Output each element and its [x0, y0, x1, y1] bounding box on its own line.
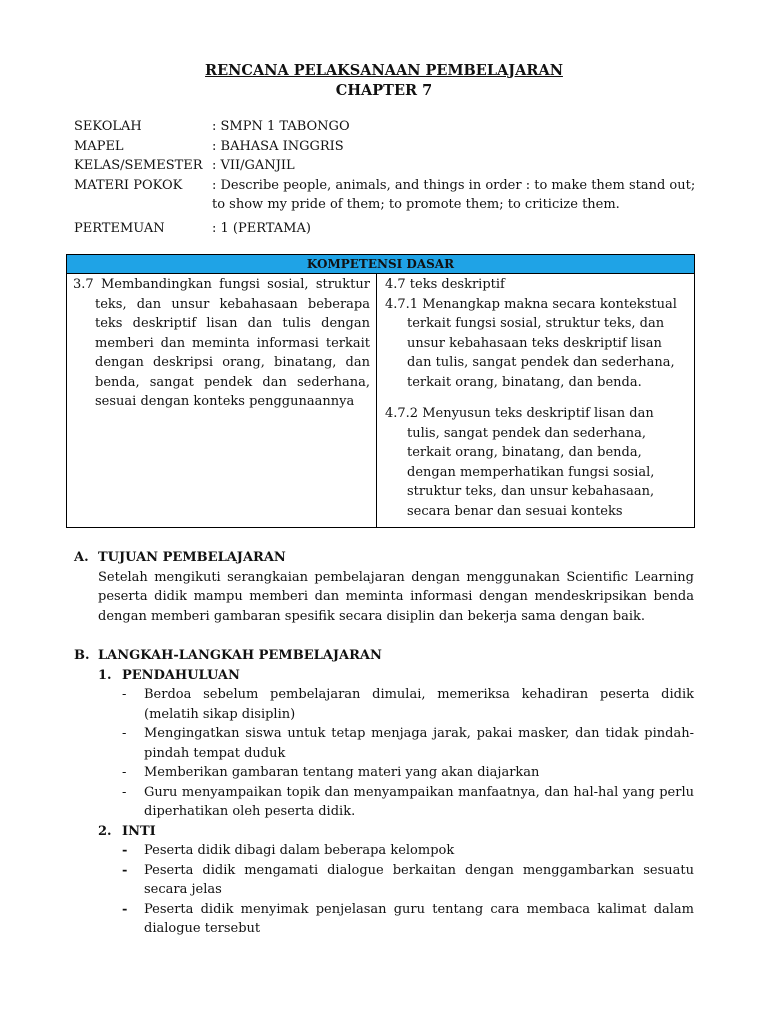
subsection-title: PENDAHULUAN	[122, 667, 240, 683]
list-item-text: Peserta didik dibagi dalam beberapa kelompok	[144, 843, 455, 858]
meta-row-materi-cont	[74, 195, 714, 215]
dash-marker: -	[122, 784, 127, 800]
meta-value: : SMPN 1 TABONGO	[212, 119, 350, 134]
dash-marker: -	[122, 901, 128, 917]
section-tujuan	[74, 548, 694, 626]
section-langkah	[74, 646, 694, 939]
kd-4-7-heading: 4.7 teks deskriptif	[385, 277, 505, 292]
subsection-number: 1.	[98, 667, 112, 683]
list-item	[122, 685, 694, 724]
list-item-text: Guru menyampaikan topik dan menyampaikan manfaatnya, dan hal-hal yang perlu diperhatikan oleh peserta didik.	[144, 784, 694, 819]
kd-3-7-text: 3.7 Membandingkan fungsi sosial, struktur teks, dan unsur kebahasaan beberapa teks deskriptif lisan dan tulis dengan memberi dan meminta informasi terkait dengan deskripsi orang, binatang, dan benda, sangat pendek dan sederhana, sesuai dengan konteks penggunaannya	[73, 277, 370, 409]
subsection-inti	[98, 822, 694, 842]
meta-label: SEKOLAH	[74, 119, 142, 134]
list-item-text: Berdoa sebelum pembelajaran dimulai, memeriksa kehadiran peserta didik (melatih sikap disiplin)	[144, 687, 694, 722]
meta-label: MATERI POKOK	[74, 177, 183, 193]
meta-value: to show my pride of them; to promote them; to criticize them.	[212, 197, 620, 212]
list-item	[122, 841, 694, 861]
list-item-text: Memberikan gambaran tentang materi yang akan diajarkan	[144, 765, 540, 780]
list-item-text: Mengingatkan siswa untuk tetap menjaga jarak, pakai masker, dan tidak pindah-pindah tempat duduk	[144, 726, 694, 761]
kompetensi-dasar-table	[66, 254, 695, 528]
list-item	[122, 724, 694, 763]
meta-label: MAPEL	[74, 138, 124, 154]
meta-row-kelas	[74, 156, 714, 176]
chapter-title: CHAPTER 7	[335, 82, 433, 99]
meta-value: : Describe people, animals, and things in order : to make them stand out;	[212, 177, 696, 193]
subsection-heading	[98, 822, 694, 842]
kompetensi-dasar-header: KOMPETENSI DASAR	[67, 255, 695, 274]
meta-row-sekolah	[74, 117, 714, 137]
pendahuluan-list	[98, 685, 694, 822]
list-item	[122, 861, 694, 900]
list-item	[122, 763, 694, 783]
meta-label: KELAS/SEMESTER	[74, 158, 203, 173]
section-number: A.	[74, 550, 89, 565]
dash-marker: -	[122, 687, 127, 702]
list-item	[122, 900, 694, 939]
subsection-heading	[98, 666, 694, 686]
subsection-pendahuluan	[98, 666, 694, 686]
kd-4-7-1-text: 4.7.1 Menangkap makna secara kontekstual terkait fungsi sosial, struktur teks, dan unsur kebahasaan teks deskriptif lisan dan tulis, sangat pendek dan sederhana, terkait orang, binatang, dan benda.	[385, 296, 677, 390]
dash-marker: -	[122, 726, 127, 741]
identity-block	[74, 117, 714, 238]
kd-right-cell	[377, 274, 695, 528]
meta-value: : 1 (PERTAMA)	[212, 220, 311, 236]
inti-list	[98, 841, 694, 939]
subsection-number: 2.	[98, 823, 112, 839]
section-heading	[74, 646, 694, 666]
kd-4-7-2-text: 4.7.2 Menyusun teks deskriptif lisan dan tulis, sangat pendek dan sederhana, terkait orang, binatang, dan benda, dengan memperhatikan fungsi sosial, struktur teks, dan unsur kebahasaan, secara benar dan sesuai konteks	[385, 406, 655, 519]
meta-row-mapel	[74, 137, 714, 157]
tujuan-paragraph: Setelah mengikuti serangkaian pembelajaran dengan menggunakan Scientific Learning peserta didik mampu memberi dan meminta informasi dengan mendeskripsikan benda dengan memberi gambaran spesifik secara disiplin dan bekerja sama dengan baik.	[98, 569, 694, 624]
document-title: RENCANA PELAKSANAAN PEMBELAJARAN	[205, 62, 563, 79]
meta-value: : VII/GANJIL	[212, 158, 295, 173]
meta-row-materi	[74, 176, 714, 196]
section-title: LANGKAH-LANGKAH PEMBELAJARAN	[98, 648, 382, 663]
section-heading	[74, 548, 694, 568]
section-number: B.	[74, 648, 90, 663]
meta-label: PERTEMUAN	[74, 220, 165, 236]
meta-row-pertemuan	[74, 219, 714, 239]
list-item	[122, 783, 694, 822]
list-item-text: Peserta didik menyimak penjelasan guru tentang cara membaca kalimat dalam dialogue tersebut	[144, 901, 694, 936]
meta-value: : BAHASA INGGRIS	[212, 138, 344, 154]
dash-marker: -	[122, 765, 127, 780]
kd-left-cell	[67, 274, 377, 528]
section-title: TUJUAN PEMBELAJARAN	[98, 550, 286, 565]
subsection-title: INTI	[122, 823, 156, 839]
meta-label	[74, 195, 212, 215]
dash-marker: -	[122, 843, 128, 858]
dash-marker: -	[122, 862, 128, 878]
list-item-text: Peserta didik mengamati dialogue berkaitan dengan menggambarkan sesuatu secara jelas	[144, 862, 694, 897]
